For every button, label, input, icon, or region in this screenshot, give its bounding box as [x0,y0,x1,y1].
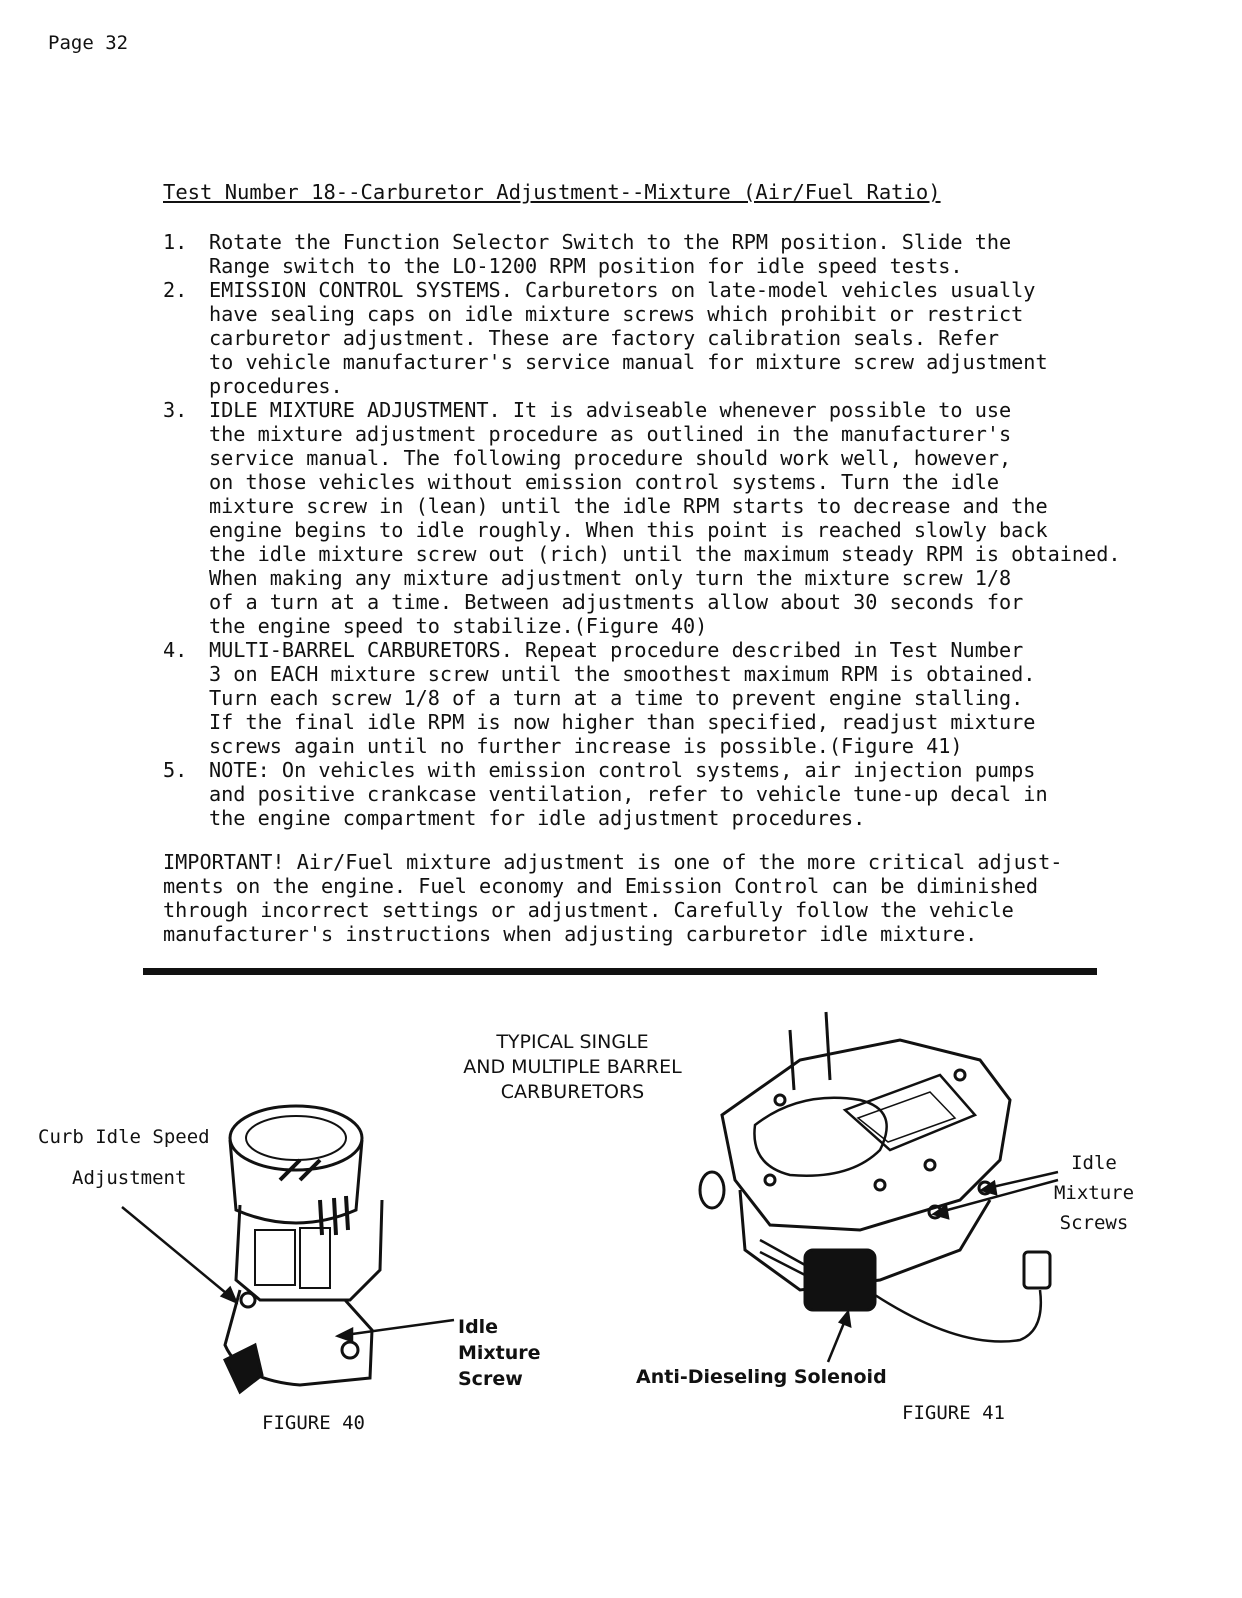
figure-heading-line: TYPICAL SINGLE [496,1031,649,1053]
idle-mixture-screw-label-line: Screw [458,1368,523,1390]
step-text: MULTI-BARREL CARBURETORS. Repeat procedure described in Test Number 3 on EACH mixture screw until the smoothest maximum RPM is obtained. Turn each screw 1/8 of a turn at a time to prevent engine stalling. If the final idle RPM is now higher than specified, readjust mixture screws again until no further increase is possible.(Figure 41) [209,638,1036,758]
figure-heading-line: AND MULTIPLE BARREL [463,1056,682,1078]
curb-idle-speed-label-line1: Curb Idle Speed [38,1126,210,1148]
figure-40-caption: FIGURE 40 [262,1412,365,1434]
figure40-leader-lines [122,1207,454,1341]
idle-mixture-screws-label-line: Mixture [1053,1182,1135,1204]
step-text: Rotate the Function Selector Switch to the RPM position. Slide the Range switch to the LO-1200 RPM position for idle speed tests. [209,230,1012,278]
step-number: 1. [163,230,188,254]
step-text: IDLE MIXTURE ADJUSTMENT. It is adviseable whenever possible to use the mixture adjustment procedure as outlined in the manufacturer's service manual. The following procedure should work well, however, on those vehicles without emission control systems. Turn the idle mixture screw in (lean) until the idle RPM starts to decrease and the engine begins to idle roughly. When this point is reached slowly back the idle mixture screw out (rich) until the maximum steady RPM is obtained. When making any mixture adjustment only turn the mixture screw 1/8 of a turn at a time. Between adjustments allow about 30 seconds for the engine speed to stabilize.(Figure 40) [209,398,1121,638]
curb-idle-speed-label [38,1122,210,1193]
step-text: EMISSION CONTROL SYSTEMS. Carburetors on late-model vehicles usually have sealing caps on idle mixture screws which prohibit or restrict carburetor adjustment. These are factory calibration seals. Refer to vehicle manufacturer's service manual for mixture screw adjustment procedures. [209,278,1048,398]
idle-mixture-screw-label [458,1314,541,1392]
figure-41-caption: FIGURE 41 [902,1402,1005,1424]
curb-idle-speed-label-line2: Adjustment [72,1167,187,1189]
step-number: 3. [163,398,188,422]
idle-mixture-screw-label-line: Mixture [458,1342,541,1364]
section-title: Test Number 18--Carburetor Adjustment--Mixture (Air/Fuel Ratio) [163,180,941,204]
step-number: 5. [163,758,188,782]
page-number: Page 32 [48,32,129,54]
figure-heading [430,1030,715,1105]
idle-mixture-screws-label-line: Idle [1071,1152,1117,1174]
idle-mixture-screw-label-line: Idle [458,1316,499,1338]
single-barrel-carburetor-drawing [225,1106,382,1392]
anti-dieseling-solenoid-label: Anti-Dieseling Solenoid [636,1366,887,1388]
multi-barrel-carburetor-drawing [700,1012,1050,1342]
step-text: NOTE: On vehicles with emission control systems, air injection pumps and positive crankcase ventilation, refer to vehicle tune-up decal in the engine compartment for idle adjustment procedures. [209,758,1048,830]
step-number: 4. [163,638,188,662]
idle-mixture-screws-label [1052,1148,1136,1238]
figure-heading-line: CARBURETORS [500,1081,645,1103]
step-number: 2. [163,278,188,302]
idle-mixture-screws-label-line: Screws [1059,1212,1129,1234]
important-note: IMPORTANT! Air/Fuel mixture adjustment is one of the more critical adjust- ments on the engine. Fuel economy and Emission Control can be diminished through incorrect settings or adjustment. Carefully follow the vehicle manufacturer's instructions when adjusting carburetor idle mixture. [163,850,1063,946]
